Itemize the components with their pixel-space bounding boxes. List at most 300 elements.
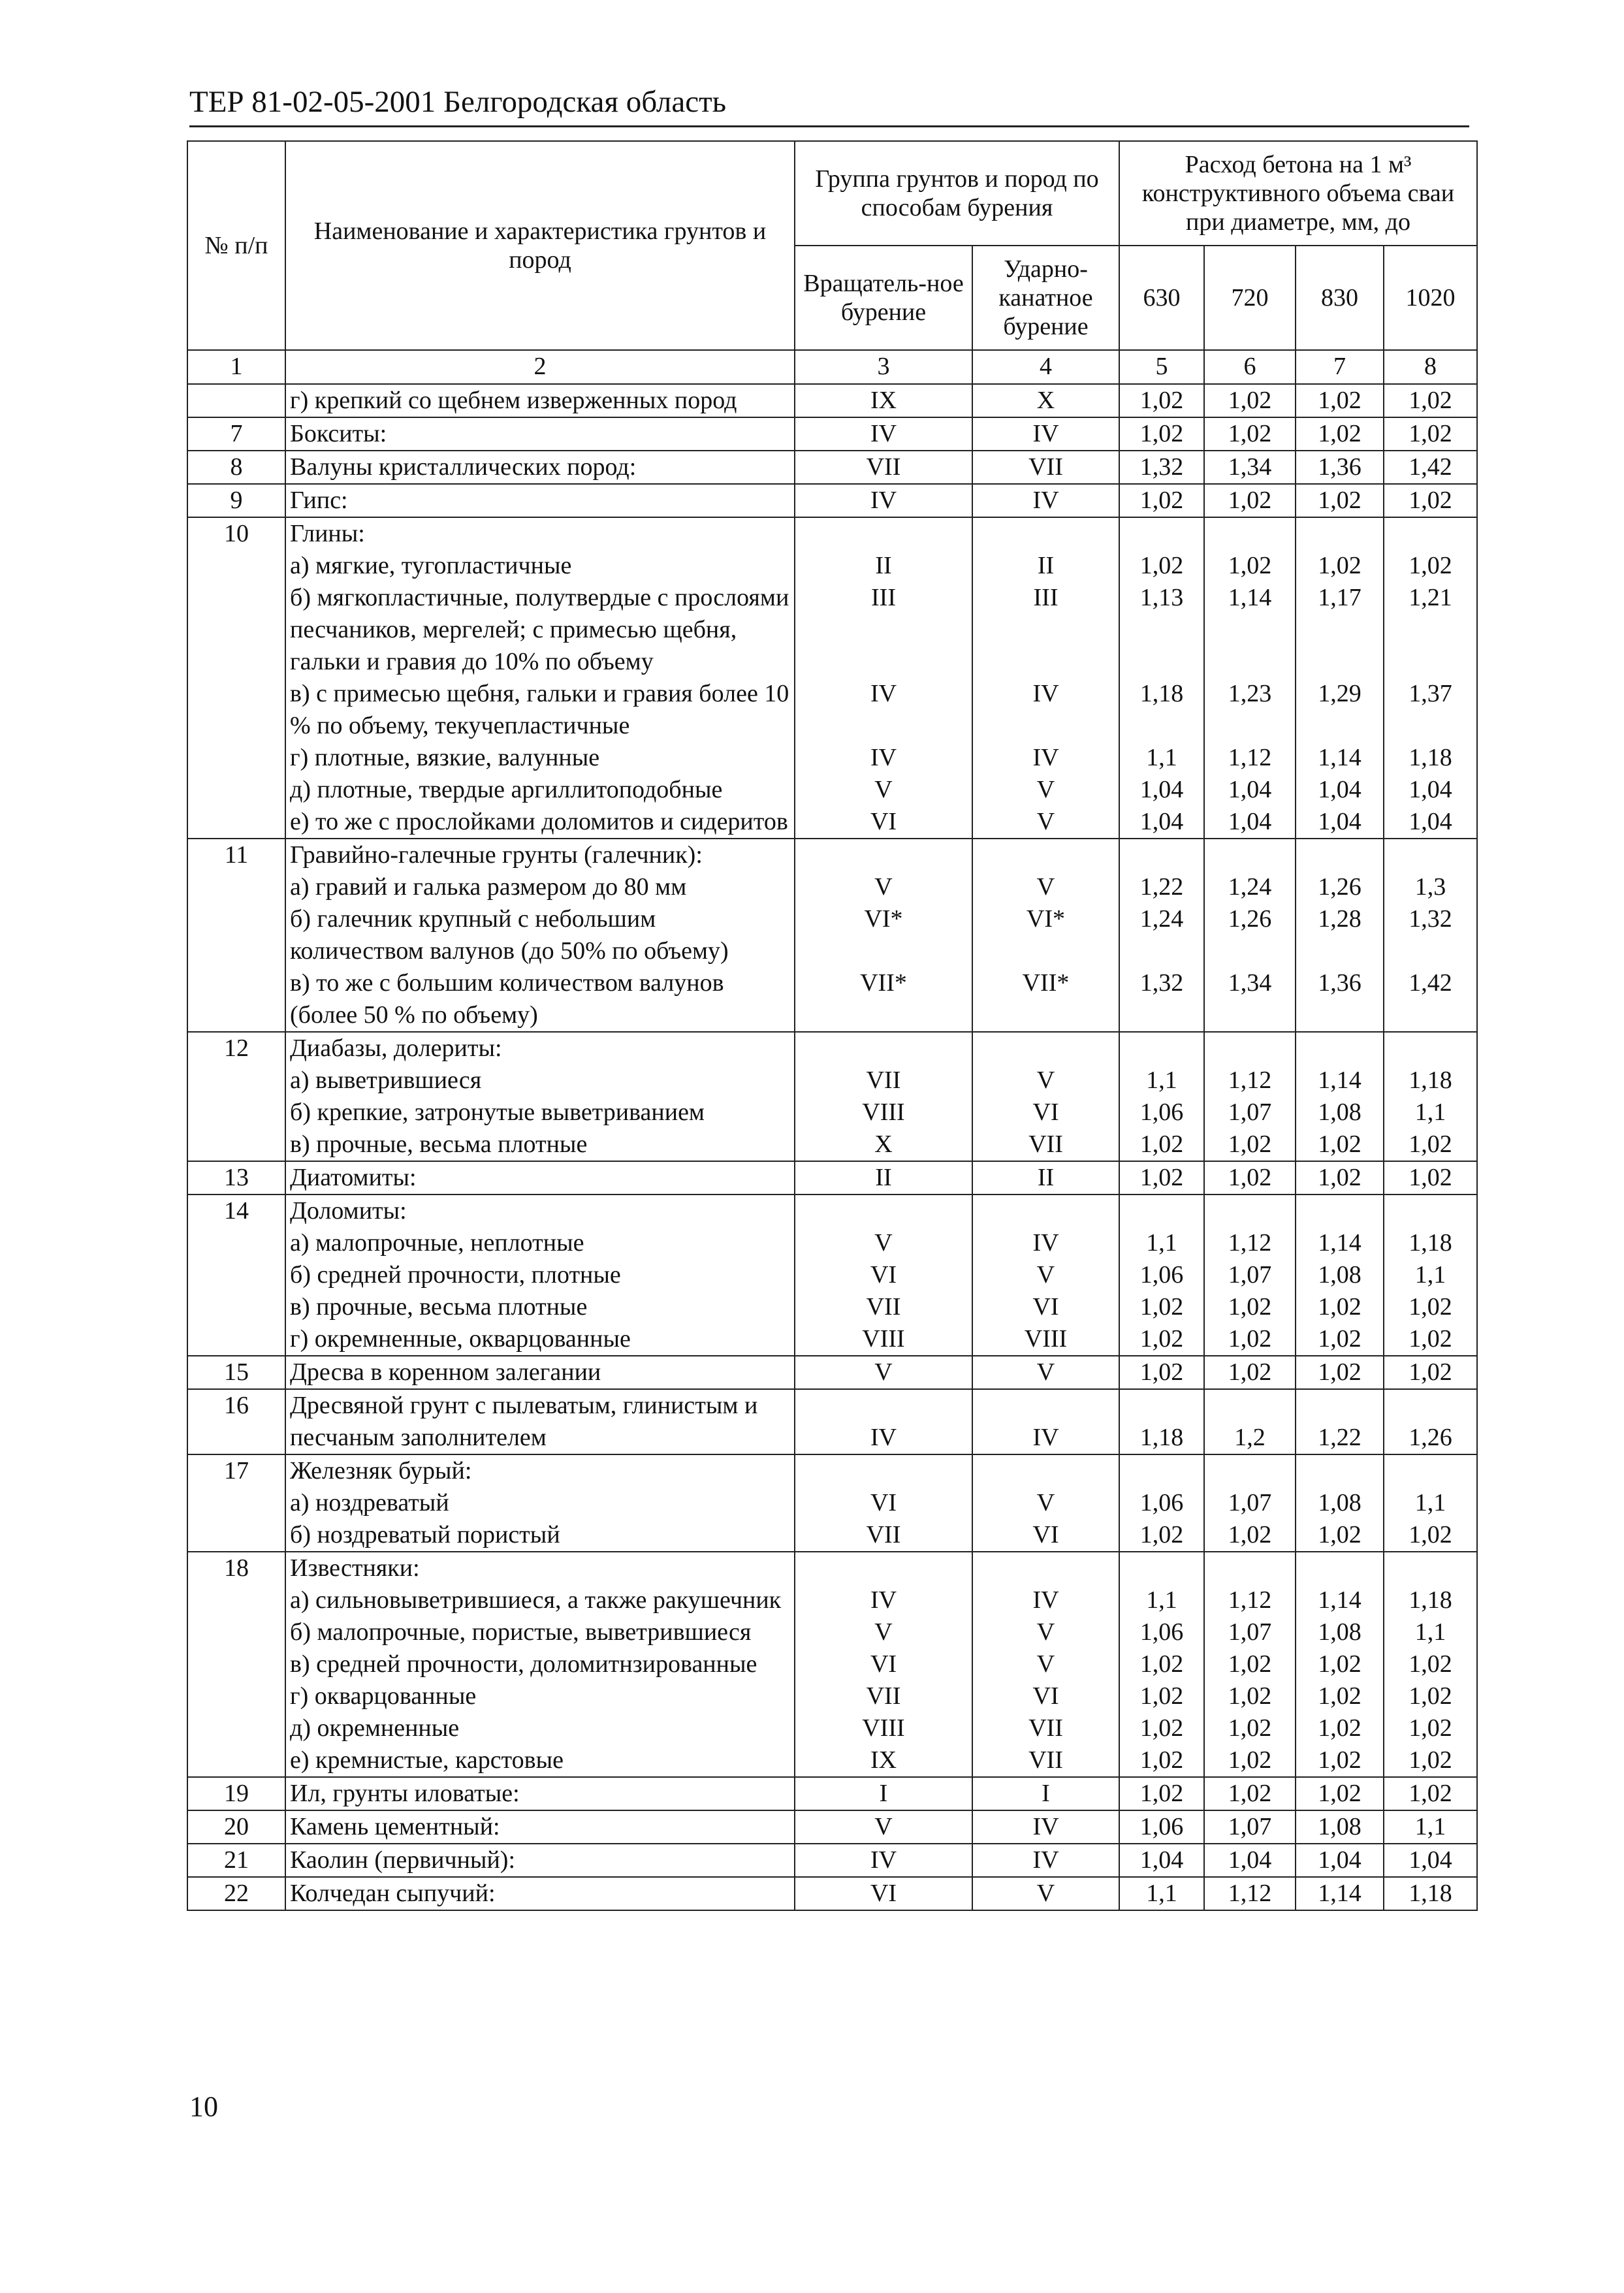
value-830: 1,14 — [1296, 1227, 1384, 1259]
value-630 — [1119, 1454, 1204, 1487]
value-720: 1,07 — [1204, 1616, 1296, 1648]
row-number: 20 — [187, 1810, 285, 1844]
value-1020: 1,42 — [1384, 451, 1477, 484]
row-name: Гипс: — [285, 484, 795, 517]
value-720: 1,12 — [1204, 1584, 1296, 1616]
value-720: 1,02 — [1204, 1356, 1296, 1389]
rotary-group: VII — [795, 1680, 972, 1712]
value-720: 1,07 — [1204, 1259, 1296, 1291]
row-name: Ил, грунты иловатые: — [285, 1777, 795, 1810]
table-row — [187, 1680, 1477, 1712]
rotary-group: III — [795, 582, 972, 678]
value-630: 1,04 — [1119, 1844, 1204, 1877]
value-720: 1,02 — [1204, 1744, 1296, 1777]
table-row — [187, 1844, 1477, 1877]
rotary-group — [795, 517, 972, 550]
page-header-title: ТЕР 81-02-05-2001 Белгородская область — [189, 85, 727, 119]
table-row — [187, 742, 1477, 774]
row-number: 18 — [187, 1552, 285, 1584]
value-1020: 1,02 — [1384, 1648, 1477, 1680]
value-1020: 1,37 — [1384, 678, 1477, 742]
value-720: 1,02 — [1204, 417, 1296, 451]
value-720: 1,02 — [1204, 1712, 1296, 1744]
rotary-group: VII* — [795, 967, 972, 1032]
value-830: 1,36 — [1296, 967, 1384, 1032]
row-name: Дресва в коренном залегании — [285, 1356, 795, 1389]
value-630: 1,02 — [1119, 417, 1204, 451]
row-number — [187, 1616, 285, 1648]
table-row — [187, 451, 1477, 484]
value-830: 1,17 — [1296, 582, 1384, 678]
rotary-group: VI — [795, 806, 972, 839]
value-720 — [1204, 1552, 1296, 1584]
row-name: в) с примесью щебня, гальки и гравия более 10 % по объему, текучепластичные — [285, 678, 795, 742]
value-720: 1,02 — [1204, 1680, 1296, 1712]
value-1020: 1,02 — [1384, 1777, 1477, 1810]
table-row — [187, 1195, 1477, 1227]
percussion-group: V — [972, 1065, 1119, 1097]
percussion-group: IV — [972, 1584, 1119, 1616]
value-1020: 1,1 — [1384, 1616, 1477, 1648]
value-720: 1,07 — [1204, 1487, 1296, 1519]
percussion-group: V — [972, 1259, 1119, 1291]
value-720: 1,07 — [1204, 1810, 1296, 1844]
table-header — [187, 141, 1477, 384]
row-number — [187, 582, 285, 678]
rotary-group: V — [795, 1227, 972, 1259]
value-630: 1,06 — [1119, 1259, 1204, 1291]
row-number: 10 — [187, 517, 285, 550]
percussion-group: IV — [972, 484, 1119, 517]
percussion-group: V — [972, 871, 1119, 903]
row-number — [187, 903, 285, 967]
row-number — [187, 774, 285, 806]
value-830 — [1296, 1552, 1384, 1584]
value-630: 1,1 — [1119, 1877, 1204, 1910]
value-630: 1,02 — [1119, 384, 1204, 417]
value-1020: 1,1 — [1384, 1097, 1477, 1129]
value-1020: 1,02 — [1384, 1519, 1477, 1552]
table-row — [187, 774, 1477, 806]
value-630: 1,06 — [1119, 1487, 1204, 1519]
table-row — [187, 1744, 1477, 1777]
value-830: 1,02 — [1296, 1291, 1384, 1323]
row-name: а) выветрившиеся — [285, 1065, 795, 1097]
percussion-group: II — [972, 550, 1119, 582]
row-number: 19 — [187, 1777, 285, 1810]
row-name: б) галечник крупный с небольшим количеством валунов (до 50% по объему) — [285, 903, 795, 967]
table-row — [187, 839, 1477, 871]
table-row — [187, 582, 1477, 678]
row-name: Известняки: — [285, 1552, 795, 1584]
value-830: 1,14 — [1296, 1065, 1384, 1097]
value-630: 1,02 — [1119, 1161, 1204, 1195]
row-name: Камень цементный: — [285, 1810, 795, 1844]
value-630: 1,24 — [1119, 903, 1204, 967]
value-830: 1,02 — [1296, 1744, 1384, 1777]
rotary-group: V — [795, 774, 972, 806]
rotary-group: IX — [795, 1744, 972, 1777]
value-720: 1,2 — [1204, 1389, 1296, 1454]
value-830 — [1296, 1454, 1384, 1487]
value-830: 1,28 — [1296, 903, 1384, 967]
rotary-group — [795, 1454, 972, 1487]
rotary-group: X — [795, 1129, 972, 1161]
row-number — [187, 1097, 285, 1129]
value-630: 1,13 — [1119, 582, 1204, 678]
row-name: а) малопрочные, неплотные — [285, 1227, 795, 1259]
header-d720: 720 — [1204, 246, 1296, 350]
value-720: 1,12 — [1204, 1877, 1296, 1910]
value-1020: 1,1 — [1384, 1259, 1477, 1291]
colnum-7: 7 — [1296, 350, 1384, 384]
row-number — [187, 1323, 285, 1356]
value-630: 1,32 — [1119, 451, 1204, 484]
value-830: 1,04 — [1296, 774, 1384, 806]
table-row — [187, 871, 1477, 903]
row-number: 7 — [187, 417, 285, 451]
percussion-group: IV — [972, 1810, 1119, 1844]
value-1020: 1,26 — [1384, 1389, 1477, 1454]
table-row — [187, 417, 1477, 451]
row-name: Бокситы: — [285, 417, 795, 451]
value-630: 1,06 — [1119, 1810, 1204, 1844]
header-d830: 830 — [1296, 246, 1384, 350]
percussion-group: VII* — [972, 967, 1119, 1032]
percussion-group: II — [972, 1161, 1119, 1195]
percussion-group — [972, 1454, 1119, 1487]
colnum-6: 6 — [1204, 350, 1296, 384]
value-830: 1,14 — [1296, 1877, 1384, 1910]
table-row — [187, 806, 1477, 839]
percussion-group — [972, 1552, 1119, 1584]
value-720: 1,24 — [1204, 871, 1296, 903]
row-name: г) крепкий со щебнем изверженных пород — [285, 384, 795, 417]
value-720: 1,23 — [1204, 678, 1296, 742]
value-630: 1,1 — [1119, 1227, 1204, 1259]
row-name: б) малопрочные, пористые, выветрившиеся — [285, 1616, 795, 1648]
row-number — [187, 806, 285, 839]
value-830: 1,02 — [1296, 417, 1384, 451]
percussion-group — [972, 839, 1119, 871]
rotary-group: IX — [795, 384, 972, 417]
value-630: 1,1 — [1119, 1065, 1204, 1097]
row-number — [187, 1680, 285, 1712]
table-row — [187, 1161, 1477, 1195]
row-name: Каолин (первичный): — [285, 1844, 795, 1877]
percussion-group: VII — [972, 1712, 1119, 1744]
percussion-group: VI* — [972, 903, 1119, 967]
value-830: 1,02 — [1296, 1648, 1384, 1680]
rotary-group: VI — [795, 1648, 972, 1680]
value-830: 1,02 — [1296, 1519, 1384, 1552]
rotary-group — [795, 839, 972, 871]
value-830: 1,14 — [1296, 742, 1384, 774]
table-row — [187, 1810, 1477, 1844]
row-number — [187, 967, 285, 1032]
value-830: 1,04 — [1296, 806, 1384, 839]
rotary-group: VI* — [795, 903, 972, 967]
table-row — [187, 1454, 1477, 1487]
row-name: б) ноздреватый пористый — [285, 1519, 795, 1552]
value-630: 1,04 — [1119, 806, 1204, 839]
row-name: Диабазы, долериты: — [285, 1032, 795, 1065]
value-830: 1,29 — [1296, 678, 1384, 742]
value-1020: 1,21 — [1384, 582, 1477, 678]
rotary-group: V — [795, 1616, 972, 1648]
value-720: 1,07 — [1204, 1097, 1296, 1129]
rotary-group: I — [795, 1777, 972, 1810]
colnum-1: 1 — [187, 350, 285, 384]
value-630 — [1119, 839, 1204, 871]
table-row — [187, 1389, 1477, 1454]
rotary-group: VII — [795, 1519, 972, 1552]
percussion-group: V — [972, 806, 1119, 839]
row-name: Гравийно-галечные грунты (галечник): — [285, 839, 795, 871]
value-630: 1,02 — [1119, 1519, 1204, 1552]
value-630: 1,02 — [1119, 1291, 1204, 1323]
percussion-group: IV — [972, 417, 1119, 451]
row-number — [187, 1129, 285, 1161]
percussion-group: III — [972, 582, 1119, 678]
value-830: 1,08 — [1296, 1810, 1384, 1844]
row-number — [187, 1227, 285, 1259]
value-630 — [1119, 517, 1204, 550]
percussion-group: IV — [972, 742, 1119, 774]
rotary-group: V — [795, 1356, 972, 1389]
table-row — [187, 384, 1477, 417]
value-1020 — [1384, 839, 1477, 871]
value-720: 1,14 — [1204, 582, 1296, 678]
rotary-group: IV — [795, 484, 972, 517]
value-630: 1,1 — [1119, 1584, 1204, 1616]
value-830 — [1296, 839, 1384, 871]
row-name: а) мягкие, тугопластичные — [285, 550, 795, 582]
value-830: 1,08 — [1296, 1487, 1384, 1519]
value-1020: 1,02 — [1384, 1291, 1477, 1323]
table-row — [187, 1032, 1477, 1065]
row-name: а) гравий и галька размером до 80 мм — [285, 871, 795, 903]
percussion-group: V — [972, 774, 1119, 806]
value-1020 — [1384, 1032, 1477, 1065]
header-d1020: 1020 — [1384, 246, 1477, 350]
value-720: 1,26 — [1204, 903, 1296, 967]
percussion-group: X — [972, 384, 1119, 417]
row-number — [187, 1065, 285, 1097]
value-1020: 1,02 — [1384, 1129, 1477, 1161]
value-720: 1,02 — [1204, 1519, 1296, 1552]
value-830: 1,36 — [1296, 451, 1384, 484]
value-830: 1,02 — [1296, 1323, 1384, 1356]
colnum-8: 8 — [1384, 350, 1477, 384]
value-1020: 1,02 — [1384, 550, 1477, 582]
value-1020: 1,04 — [1384, 1844, 1477, 1877]
value-1020: 1,02 — [1384, 417, 1477, 451]
row-number: 15 — [187, 1356, 285, 1389]
row-name: в) прочные, весьма плотные — [285, 1129, 795, 1161]
value-830 — [1296, 517, 1384, 550]
value-1020: 1,3 — [1384, 871, 1477, 903]
value-720: 1,02 — [1204, 1129, 1296, 1161]
table-row — [187, 1065, 1477, 1097]
value-1020: 1,04 — [1384, 806, 1477, 839]
percussion-group — [972, 1195, 1119, 1227]
value-720: 1,12 — [1204, 742, 1296, 774]
value-720: 1,02 — [1204, 1323, 1296, 1356]
row-number: 14 — [187, 1195, 285, 1227]
row-number — [187, 1712, 285, 1744]
value-1020: 1,18 — [1384, 1227, 1477, 1259]
value-630: 1,22 — [1119, 871, 1204, 903]
percussion-group: V — [972, 1877, 1119, 1910]
value-630: 1,04 — [1119, 774, 1204, 806]
value-630: 1,06 — [1119, 1616, 1204, 1648]
value-830: 1,02 — [1296, 1777, 1384, 1810]
value-630: 1,02 — [1119, 1323, 1204, 1356]
table-row — [187, 678, 1477, 742]
rotary-group: VIII — [795, 1712, 972, 1744]
table-row — [187, 1129, 1477, 1161]
value-630: 1,02 — [1119, 1648, 1204, 1680]
value-1020: 1,32 — [1384, 903, 1477, 967]
row-number — [187, 384, 285, 417]
rotary-group: VII — [795, 451, 972, 484]
value-720: 1,02 — [1204, 1161, 1296, 1195]
value-720: 1,02 — [1204, 1291, 1296, 1323]
value-630 — [1119, 1552, 1204, 1584]
row-number: 17 — [187, 1454, 285, 1487]
table-row — [187, 1291, 1477, 1323]
value-830: 1,02 — [1296, 1129, 1384, 1161]
row-name: е) кремнистые, карстовые — [285, 1744, 795, 1777]
value-630: 1,02 — [1119, 1680, 1204, 1712]
value-720: 1,02 — [1204, 384, 1296, 417]
percussion-group: V — [972, 1616, 1119, 1648]
value-1020 — [1384, 517, 1477, 550]
table-row — [187, 1584, 1477, 1616]
colnum-5: 5 — [1119, 350, 1204, 384]
value-1020: 1,02 — [1384, 1323, 1477, 1356]
value-1020 — [1384, 1454, 1477, 1487]
value-630: 1,1 — [1119, 742, 1204, 774]
value-630: 1,02 — [1119, 1744, 1204, 1777]
rotary-group: IV — [795, 1389, 972, 1454]
table-row — [187, 1259, 1477, 1291]
row-name: д) окремненные — [285, 1712, 795, 1744]
header-consumption: Расход бетона на 1 м³ конструктивного объема сваи при диаметре, мм, до — [1119, 141, 1477, 246]
value-630: 1,02 — [1119, 1712, 1204, 1744]
row-number — [187, 1648, 285, 1680]
table-row — [187, 1877, 1477, 1910]
row-name: в) прочные, весьма плотные — [285, 1291, 795, 1323]
value-720: 1,02 — [1204, 484, 1296, 517]
table-body — [187, 384, 1477, 1910]
row-name: г) окварцованные — [285, 1680, 795, 1712]
value-1020: 1,18 — [1384, 1584, 1477, 1616]
percussion-group — [972, 1032, 1119, 1065]
value-1020 — [1384, 1552, 1477, 1584]
row-name: г) окремненные, окварцованные — [285, 1323, 795, 1356]
rotary-group: V — [795, 1810, 972, 1844]
row-number: 13 — [187, 1161, 285, 1195]
value-1020: 1,02 — [1384, 1356, 1477, 1389]
table-row — [187, 1356, 1477, 1389]
value-1020: 1,18 — [1384, 1877, 1477, 1910]
rotary-group: VIII — [795, 1323, 972, 1356]
value-1020: 1,02 — [1384, 484, 1477, 517]
value-720 — [1204, 1032, 1296, 1065]
value-1020: 1,1 — [1384, 1487, 1477, 1519]
rotary-group: IV — [795, 742, 972, 774]
value-720: 1,12 — [1204, 1065, 1296, 1097]
table-row — [187, 1552, 1477, 1584]
colnum-4: 4 — [972, 350, 1119, 384]
table-row — [187, 517, 1477, 550]
row-name: г) плотные, вязкие, валунные — [285, 742, 795, 774]
rotary-group: IV — [795, 1844, 972, 1877]
row-name: а) ноздреватый — [285, 1487, 795, 1519]
value-1020 — [1384, 1195, 1477, 1227]
row-number: 8 — [187, 451, 285, 484]
row-number — [187, 1291, 285, 1323]
value-630 — [1119, 1195, 1204, 1227]
value-830: 1,14 — [1296, 1584, 1384, 1616]
row-name: Доломиты: — [285, 1195, 795, 1227]
percussion-group: VI — [972, 1680, 1119, 1712]
header-rule — [189, 125, 1469, 127]
header-percussion: Ударно-канатное бурение — [972, 246, 1119, 350]
header-rotary: Вращатель-ное бурение — [795, 246, 972, 350]
row-name: б) средней прочности, плотные — [285, 1259, 795, 1291]
value-830: 1,26 — [1296, 871, 1384, 903]
rotary-group: IV — [795, 678, 972, 742]
value-720: 1,34 — [1204, 451, 1296, 484]
value-1020: 1,02 — [1384, 1744, 1477, 1777]
row-name: Диатомиты: — [285, 1161, 795, 1195]
percussion-group: VIII — [972, 1323, 1119, 1356]
row-number — [187, 550, 285, 582]
table-row — [187, 1227, 1477, 1259]
value-630: 1,02 — [1119, 484, 1204, 517]
value-630: 1,32 — [1119, 967, 1204, 1032]
row-number — [187, 1744, 285, 1777]
table-row — [187, 1519, 1477, 1552]
percussion-group: IV — [972, 1844, 1119, 1877]
percussion-group: VI — [972, 1519, 1119, 1552]
page-number: 10 — [189, 2091, 218, 2123]
header-name: Наименование и характеристика грунтов и пород — [285, 141, 795, 350]
value-830: 1,02 — [1296, 550, 1384, 582]
value-720 — [1204, 1195, 1296, 1227]
table-row — [187, 1487, 1477, 1519]
soil-table — [187, 140, 1478, 1911]
table-row — [187, 1097, 1477, 1129]
table-row — [187, 484, 1477, 517]
rotary-group: II — [795, 550, 972, 582]
row-name: б) крепкие, затронутые выветриванием — [285, 1097, 795, 1129]
row-name: Железняк бурый: — [285, 1454, 795, 1487]
value-720 — [1204, 1454, 1296, 1487]
table-row — [187, 903, 1477, 967]
table-row — [187, 1712, 1477, 1744]
percussion-group: V — [972, 1487, 1119, 1519]
value-630: 1,18 — [1119, 1389, 1204, 1454]
rotary-group: VIII — [795, 1097, 972, 1129]
percussion-group: VI — [972, 1291, 1119, 1323]
value-1020: 1,02 — [1384, 1680, 1477, 1712]
value-720: 1,04 — [1204, 1844, 1296, 1877]
row-name: д) плотные, твердые аргиллитоподобные — [285, 774, 795, 806]
